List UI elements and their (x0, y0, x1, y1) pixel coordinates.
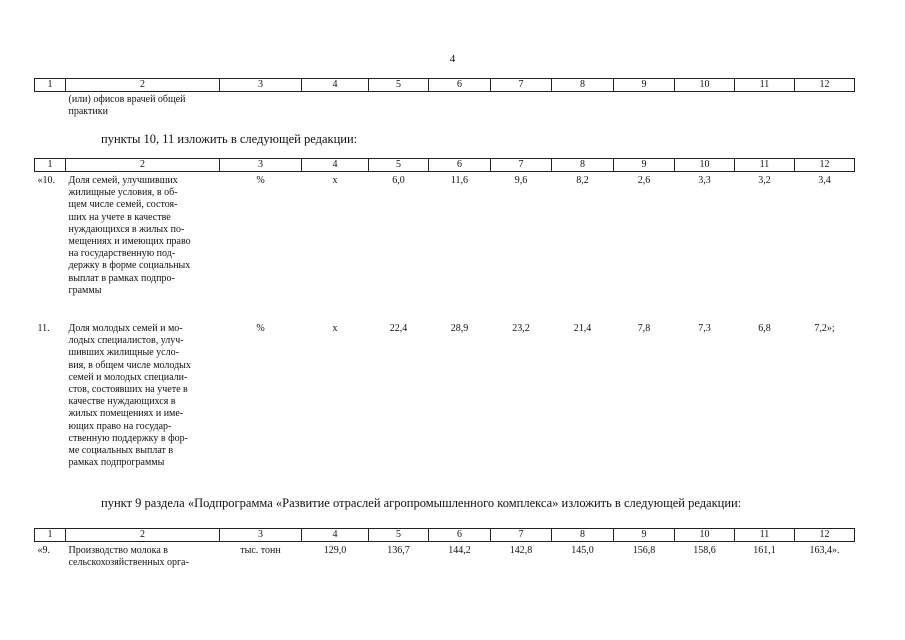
value-cell: 21,4 (573, 323, 592, 334)
value-cell: x (332, 175, 338, 186)
value-cell: 9,6 (514, 175, 528, 186)
value-cell: 156,8 (632, 545, 656, 556)
table-row (35, 92, 855, 119)
column-header: 8 (552, 79, 614, 92)
column-header: 1 (35, 79, 66, 92)
value-cell: 2,6 (637, 175, 651, 186)
value-cell: 22,4 (389, 323, 408, 334)
column-header: 9 (614, 529, 675, 542)
value-cell: 8,2 (576, 175, 589, 186)
column-header: 12 (795, 529, 855, 542)
column-header: 11 (735, 79, 795, 92)
column-header: 1 (35, 529, 66, 542)
value-cell: 163,4». (809, 545, 840, 556)
unit-cell: % (256, 175, 265, 186)
value-cell: 7,3 (698, 323, 711, 334)
value-cell: 11,6 (450, 175, 469, 186)
table-row (35, 172, 855, 324)
amendment-instruction: пункты 10, 11 изложить в следующей редакции: (101, 132, 358, 146)
column-header: 6 (429, 529, 491, 542)
column-header: 12 (795, 159, 855, 172)
value-cell: 3,3 (698, 175, 711, 186)
column-header: 7 (491, 529, 552, 542)
column-header: 10 (675, 159, 735, 172)
column-header: 6 (429, 79, 491, 92)
table-row (35, 323, 855, 469)
value-cell: 3,4 (818, 175, 831, 186)
value-cell: 158,6 (693, 545, 716, 556)
value-cell: 23,2 (512, 323, 530, 334)
value-cell: 3,2 (758, 175, 771, 186)
value-cell: 136,7 (387, 545, 410, 556)
value-cell: 145,0 (571, 545, 594, 556)
value-cell: x (332, 323, 338, 334)
column-header: 4 (302, 79, 369, 92)
value-cell: 144,2 (448, 545, 471, 556)
column-header: 5 (369, 79, 429, 92)
column-header-row (35, 79, 855, 92)
value-cell: 142,8 (509, 545, 533, 556)
column-header-row (35, 159, 855, 172)
column-header: 4 (302, 159, 369, 172)
amendment-instruction: пункт 9 раздела «Подпрограмма «Развитие отраслей агропромышленного комплекса» изложить в следующей редакции: (101, 496, 742, 510)
row-description: Доля молодых семей и мо- лодых специалистов, улуч- шивших жилищные усло- вия, в общем числе молодых семей и молодых специали- стов, состоявших на учете в качестве нуждающихся в жилых помещениях и име- ющих право на государ- ственную поддержку в фор- ме социальных выплат в рамках подпрограммы (68, 323, 191, 469)
unit-cell: % (256, 323, 265, 334)
row-description: Производство молока в сельскохозяйственных орга- (68, 545, 189, 569)
column-header: 4 (302, 529, 369, 542)
value-cell: 28,9 (450, 323, 469, 334)
column-header: 6 (429, 159, 491, 172)
column-header: 3 (220, 529, 302, 542)
column-header: 12 (795, 79, 855, 92)
column-header: 3 (220, 159, 302, 172)
table-continuation (34, 78, 855, 118)
column-header: 3 (220, 79, 302, 92)
column-header: 11 (735, 159, 795, 172)
column-header-row (35, 529, 855, 542)
column-header: 2 (66, 529, 220, 542)
value-cell: 129,0 (323, 545, 347, 556)
column-header: 10 (675, 79, 735, 92)
unit-cell: тыс. тонн (240, 545, 281, 556)
value-cell: 6,0 (392, 175, 405, 186)
row-description: Доля семей, улучшивших жилищные условия, в об- щем числе семей, состоя- ших на учете в качестве нуждающихся в жилых по- мещениях и имеющих право на государственную под- держку в форме социальных выплат в рамках подпро- граммы (68, 175, 191, 296)
row-number: «10. (37, 175, 55, 186)
column-header: 9 (614, 159, 675, 172)
value-cell: 7,8 (637, 323, 651, 334)
value-cell: 161,1 (753, 545, 776, 556)
column-header: 8 (552, 529, 614, 542)
table-items-10-11 (34, 158, 855, 469)
column-header: 10 (675, 529, 735, 542)
row-number: 11. (37, 323, 50, 334)
page-number: 4 (449, 53, 456, 65)
column-header: 2 (66, 79, 220, 92)
column-header: 5 (369, 529, 429, 542)
table-item-9 (34, 528, 855, 569)
column-header: 7 (491, 159, 552, 172)
value-cell: 7,2»; (814, 323, 835, 334)
column-header: 1 (35, 159, 66, 172)
table-row (35, 542, 855, 570)
column-header: 8 (552, 159, 614, 172)
value-cell: 6,8 (758, 323, 771, 334)
row-description: (или) офисов врачей общей практики (68, 94, 186, 118)
column-header: 7 (491, 79, 552, 92)
row-number: «9. (37, 545, 50, 556)
column-header: 9 (614, 79, 675, 92)
column-header: 11 (735, 529, 795, 542)
column-header: 5 (369, 159, 429, 172)
column-header: 2 (66, 159, 220, 172)
